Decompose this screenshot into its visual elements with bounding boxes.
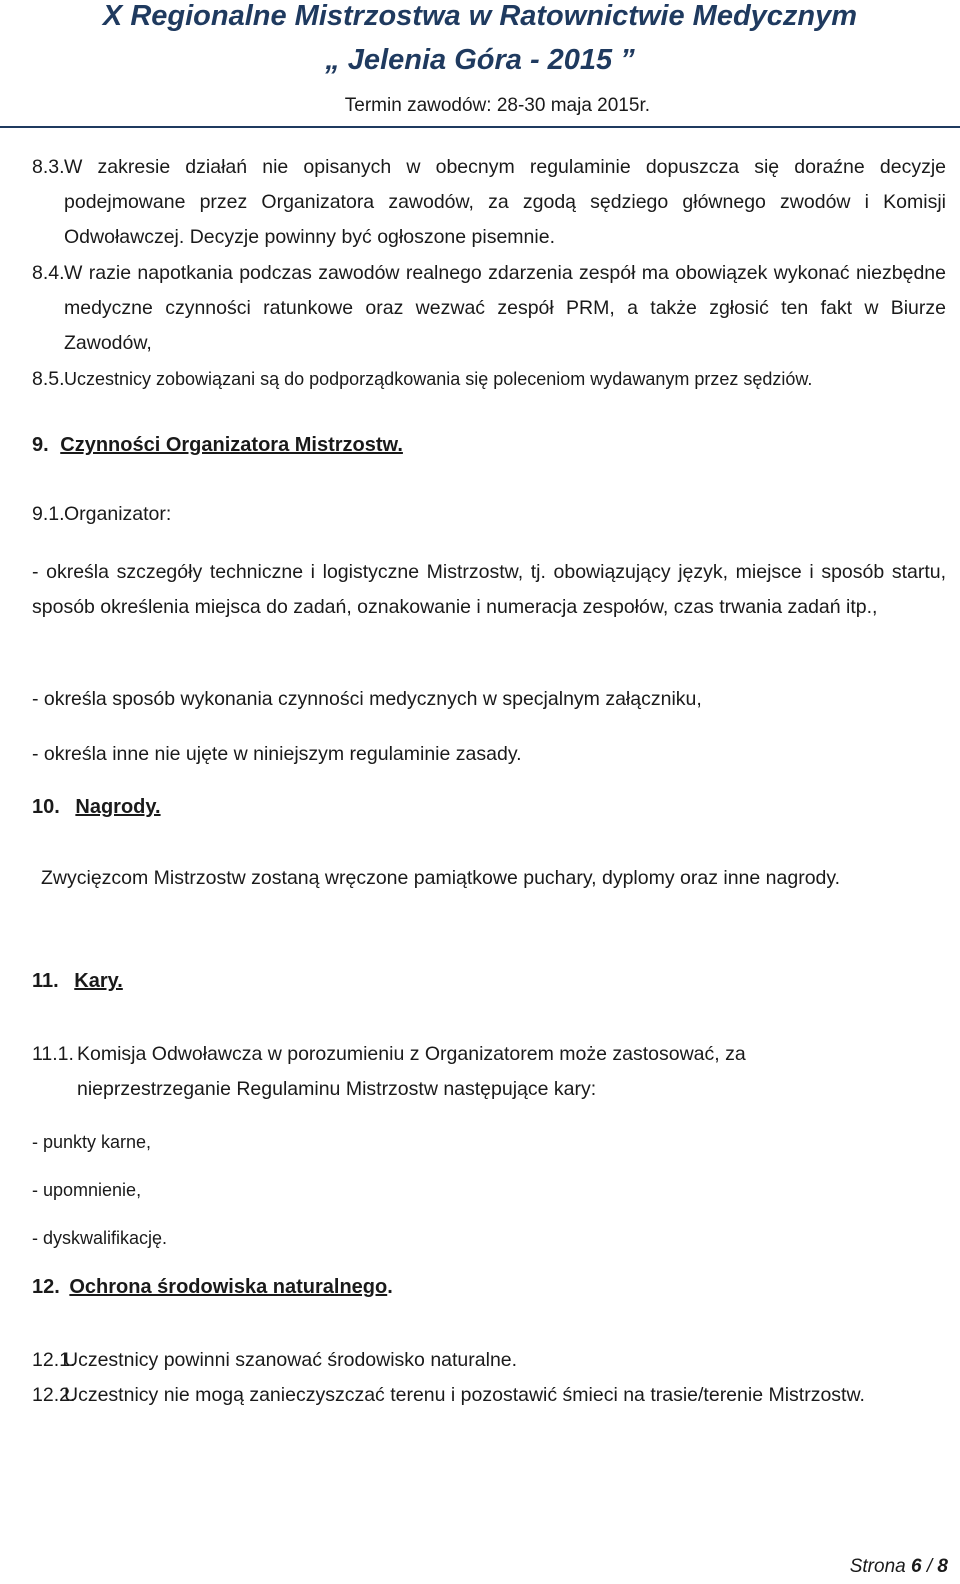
section-9-heading (32, 434, 403, 457)
footer-label: Strona (849, 1556, 906, 1577)
section-12-2 (32, 1378, 946, 1413)
heading-title: Kary. (74, 970, 123, 992)
section-9-1 (32, 497, 946, 532)
section-text: W zakresie działań nie opisanych w obecnym regulaminie dopuszcza się doraźne decyzje podejmowane przez Organizatora zawodów, za zgodą sędziego głównego zwodów i Komisji Odwoławczej. Decyzje powinny być ogłoszone pisemnie. (64, 156, 946, 248)
list-item: - określa inne nie ujęte w niniejszym regulaminie zasady. (32, 743, 522, 765)
list-item: - punkty karne, (32, 1132, 152, 1152)
section-10-heading (32, 796, 161, 819)
section-text-content: Komisja Odwoławcza w porozumieniu z Organizatorem może zastosować, za nieprzestrzeganie Regulaminu Mistrzostw następujące kary: (77, 1043, 746, 1100)
section-text: Uczestnicy powinni szanować środowisko naturalne. (64, 1349, 518, 1371)
heading-number: 10. (32, 796, 60, 818)
section-number: 11.1. (32, 1043, 74, 1065)
section-text: Uczestnicy nie mogą zanieczyszczać terenu i pozostawić śmieci na trasie/terenie Mistrzostw. (64, 1384, 865, 1406)
section-10-text: Zwycięzcom Mistrzostw zostaną wręczone pamiątkowe puchary, dyplomy oraz inne nagrody. (41, 867, 841, 889)
page-footer (850, 1556, 948, 1578)
section-12-heading (32, 1276, 393, 1299)
section-text: Uczestnicy zobowiązani są do podporządkowania się poleceniom wydawanym przez sędziów. (64, 369, 813, 389)
header-divider (0, 126, 960, 128)
heading-title: Czynności Organizatora Mistrzostw. (60, 434, 403, 456)
footer-current-page: 6 (911, 1556, 922, 1577)
heading-number: 12. (32, 1276, 60, 1298)
section-11-heading (32, 970, 123, 993)
list-item: - określa szczegóły techniczne i logistyczne Mistrzostw, tj. obowiązujący język, miejsce i sposób startu, sposób określenia miejsca do zadań, oznakowanie i numeracja zespołów, czas trwania zadań itp., (32, 561, 946, 618)
heading-title: Ochrona środowiska naturalnego (69, 1276, 388, 1298)
header-subtitle: „ Jelenia Góra - 2015 ” (325, 44, 635, 76)
footer-separator: / (926, 1556, 933, 1577)
section-number: 9.1. (32, 503, 65, 525)
section-number: 8.4. (32, 262, 65, 284)
section-number: 8.5. (32, 368, 65, 390)
heading-number: 9. (32, 434, 49, 456)
section-11-1 (32, 1037, 902, 1107)
header-dates: Termin zawodów: 28-30 maja 2015r. (344, 95, 650, 116)
section-8-5 (32, 362, 946, 397)
section-number: 8.3. (32, 156, 65, 178)
section-8-3 (32, 150, 946, 255)
heading-dot: . (387, 1276, 393, 1298)
section-text (77, 1037, 902, 1107)
heading-title: Nagrody. (75, 796, 161, 818)
section-text: W razie napotkania podczas zawodów realnego zdarzenia zespół ma obowiązek wykonać niezbędne medyczne czynności ratunkowe oraz wezwać zespół PRM, a także zgłosić ten fakt w Biurze Zawodów, (64, 262, 946, 354)
list-item: - upomnienie, (32, 1180, 142, 1200)
list-item: - dyskwalifikację. (32, 1228, 168, 1248)
section-number: 12.1. (32, 1349, 76, 1371)
section-12-1 (32, 1343, 946, 1378)
section-8-4 (32, 256, 946, 361)
section-text: Organizator: (64, 503, 172, 525)
list-item: - określa sposób wykonania czynności medycznych w specjalnym załączniku, (32, 688, 702, 710)
section-number: 12.2. (32, 1384, 76, 1406)
header-title: X Regionalne Mistrzostwa w Ratownictwie Medycznym (102, 0, 858, 32)
heading-number: 11. (32, 970, 59, 992)
footer-total-pages: 8 (937, 1556, 948, 1577)
